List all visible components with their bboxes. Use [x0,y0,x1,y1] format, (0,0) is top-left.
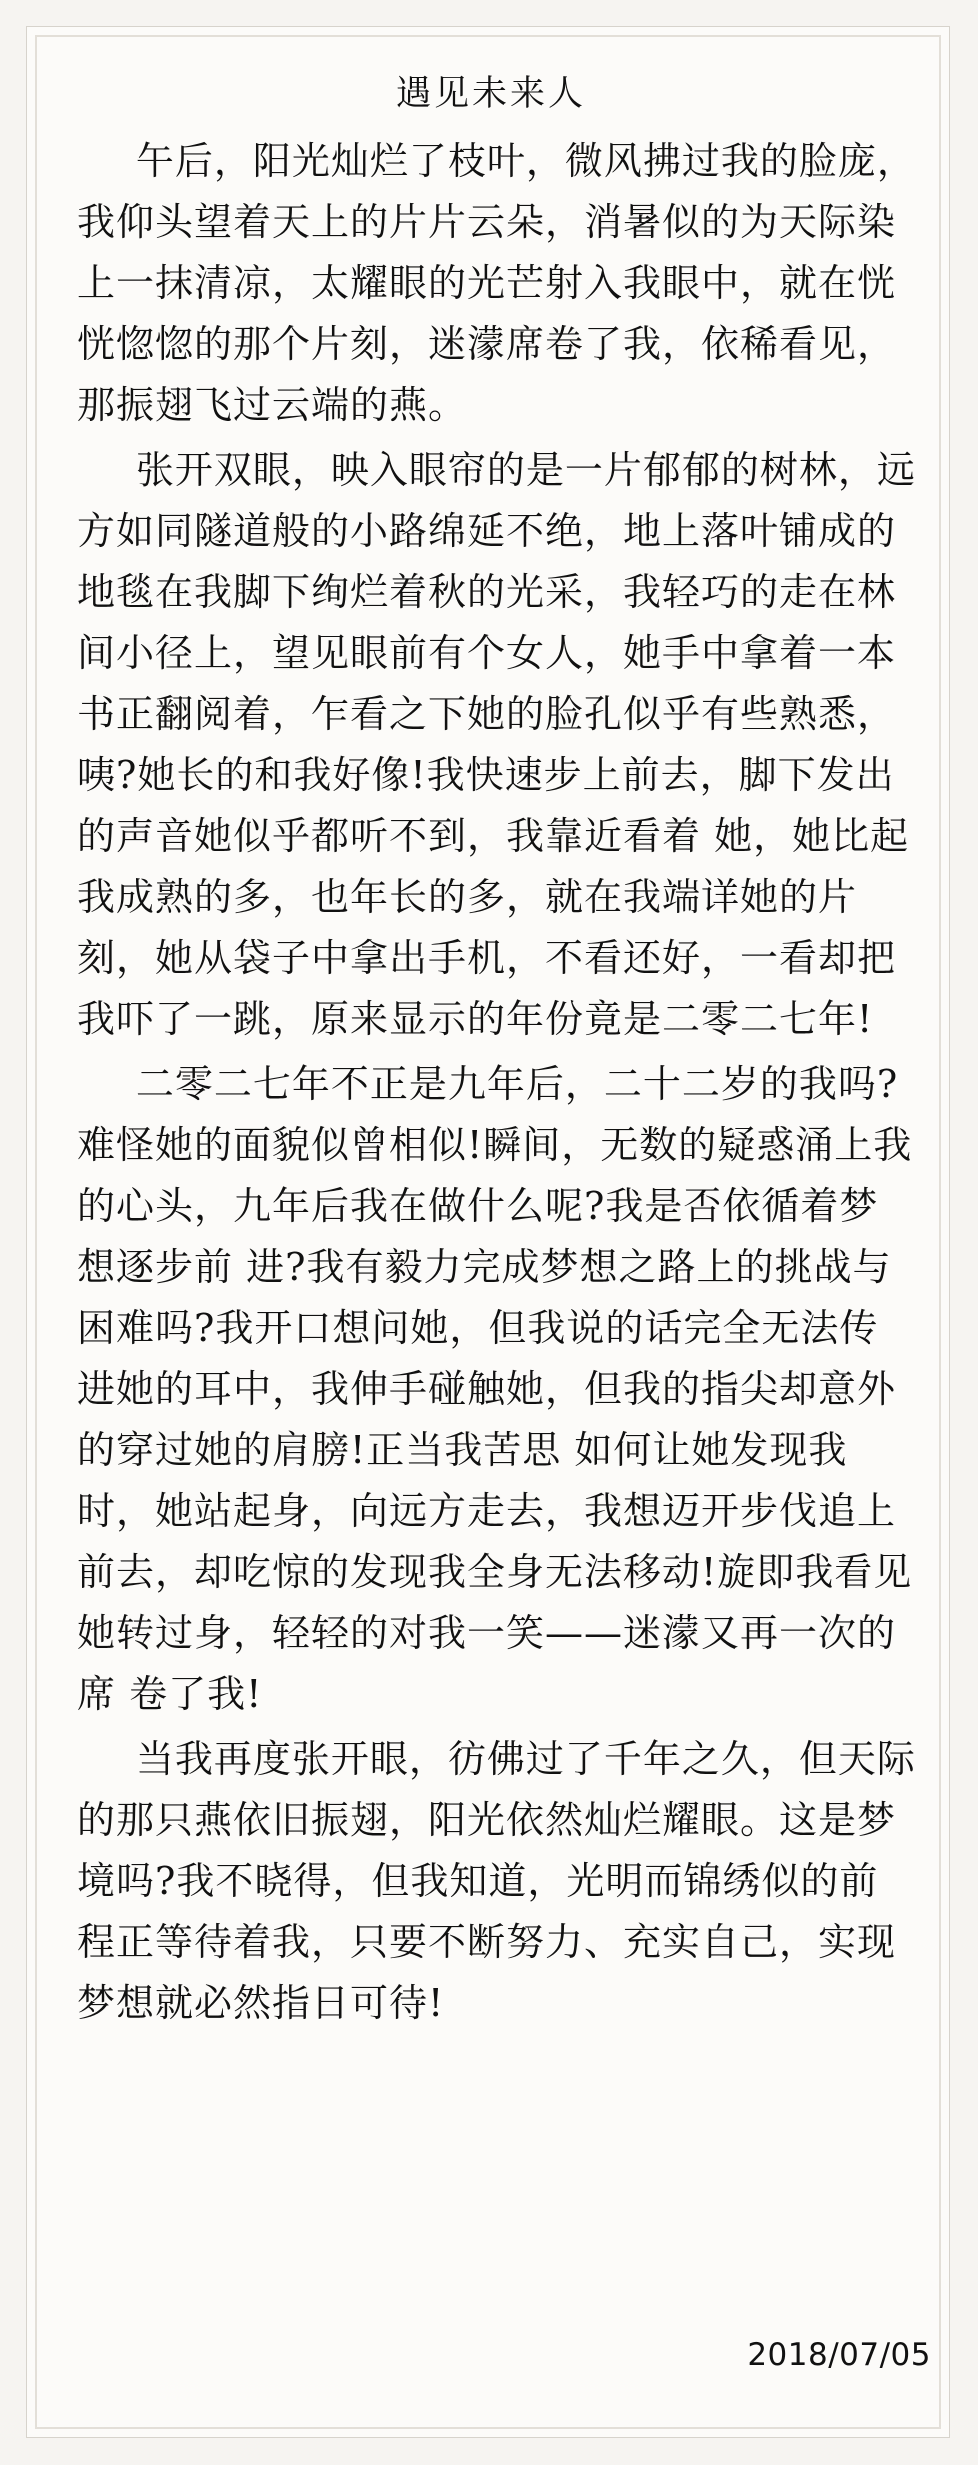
essay-paragraph-4: 当我再度张开眼，彷佛过了千年之久，但天际的那只燕依旧振翅，阳光依然灿烂耀眼。这是梦境吗?我不晓得，但我知道，光明而锦绣似的前程正等待着我，只要不断努力、充实自己，实现梦想就必然指日可待! [77,1737,916,2025]
essay-content [77,67,917,2034]
essay-title: 遇见未来人 [395,74,586,114]
essay-date: 2018/07/05 [747,2337,931,2373]
essay-paragraph-3: 二零二七年不正是九年后，二十二岁的我吗?难怪她的面貌似曾相似!瞬间，无数的疑惑涌上我的心头，九年后我在做什么呢?我是否依循着梦想逐步前 进?我有毅力完成梦想之路上的挑战与困难吗?我开口想问她，但我说的话完全无法传进她的耳中，我伸手碰触她，但我的指尖却意外的穿过她的肩膀!正当我苦思 如何让她发现我时，她站起身，向远方走去，我想迈开步伐追上前去，却吃惊的发现我全身无法移动!旋即我看见她转过身，轻轻的对我一笑——迷濛又再一次的席 卷了我! [77,1062,913,1716]
essay-paragraph-2: 张开双眼，映入眼帘的是一片郁郁的树林，远方如同隧道般的小路绵延不绝，地上落叶铺成的地毯在我脚下绚烂着秋的光采，我轻巧的走在林间小径上，望见眼前有个女人，她手中拿着一本书正翻阅着，乍看之下她的脸孔似乎有些熟悉，咦?她长的和我好像!我快速步上前去，脚下发出的声音她似乎都听不到，我靠近看着 她，她比起我成熟的多，也年长的多，就在我端详她的片刻，她从袋子中拿出手机，不看还好，一看却把我吓了一跳，原来显示的年份竟是二零二七年! [77,448,916,1041]
essay-paragraph-1: 午后，阳光灿烂了枝叶，微风拂过我的脸庞，我仰头望着天上的片片云朵，消暑似的为天际染上一抹清凉，太耀眼的光芒射入我眼中，就在恍恍惚惚的那个片刻，迷濛席卷了我，依稀看见，那振翅飞过云端的燕。 [77,139,916,427]
essay-page [26,26,950,2438]
